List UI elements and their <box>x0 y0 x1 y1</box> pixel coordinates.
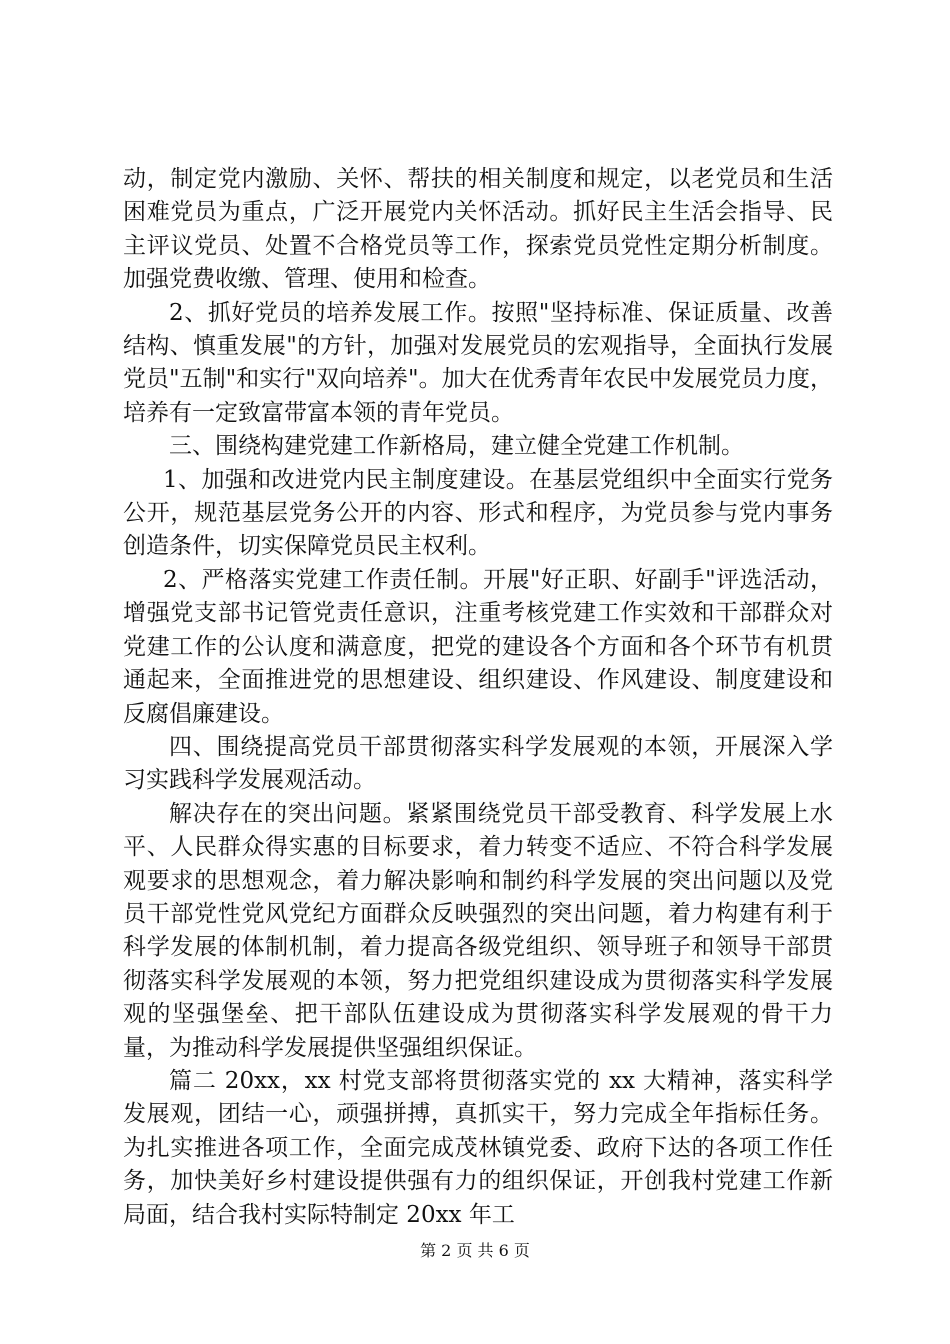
section-heading-4: 四、围绕提高党员干部贯彻落实科学发展观的本领，开展深入学习实践科学发展观活动。 <box>123 733 833 794</box>
paragraph-1: 动，制定党内激励、关怀、帮扶的相关制度和规定，以老党员和生活困难党员为重点，广泛开展党内关怀活动。抓好民主生活会指导、民主评议党员、处置不合格党员等工作，探索党员党性定期分析制度。加强党费收缴、管理、使用和检查。 <box>123 166 833 293</box>
paragraph-4-1: 解决存在的突出问题。紧紧围绕党员干部受教育、科学发展上水平、人民群众得实惠的目标要求，着力转变不适应、不符合科学发展观要求的思想观念，着力解决影响和制约科学发展的突出问题以及党员干部党性党风党纪方面群众反映强烈的突出问题，着力构建有利于科学发展的体制机制，着力提高各级党组织、领导班子和领导干部贯彻落实科学发展观的本领，努力把党组织建设成为贯彻落实科学发展观的坚强堡垒、把干部队伍建设成为贯彻落实科学发展观的骨干力量，为推动科学发展提供坚强组织保证。 <box>123 800 833 1061</box>
page-number-footer: 第 2 页 共 6 页 <box>420 1241 530 1260</box>
section-heading-3: 三、围绕构建党建工作新格局，建立健全党建工作机制。 <box>169 433 744 460</box>
paragraph-2: 2、抓好党员的培养发展工作。按照"坚持标准、保证质量、改善结构、慎重发展"的方针，加强对发展党员的宏观指导，全面执行发展党员"五制"和实行"双向培养"。加大在优秀青年农民中发展党员力度，培养有一定致富带富本领的青年党员。 <box>123 299 833 426</box>
document-body <box>123 163 833 1232</box>
paragraph-part-two: 篇二 20xx，xx 村党支部将贯彻落实党的 xx 大精神，落实科学发展观，团结一心，顽强拼搏，真抓实干，努力完成全年指标任务。为扎实推进各项工作，全面完成茂林镇党委、政府下达的各项工作任务，加快美好乡村建设提供强有力的组织保证，开创我村党建工作新局面，结合我村实际特制定 20xx 年工 <box>123 1067 833 1228</box>
paragraph-3-1: 1、加强和改进党内民主制度建设。在基层党组织中全面实行党务公开，规范基层党务公开的内容、形式和程序，为党员参与党内事务创造条件，切实保障党员民主权利。 <box>123 466 833 560</box>
paragraph-3-2: 2、严格落实党建工作责任制。开展"好正职、好副手"评选活动，增强党支部书记管党责任意识，注重考核党建工作实效和干部群众对党建工作的公认度和满意度，把党的建设各个方面和各个环节有机贯通起来，全面推进党的思想建设、组织建设、作风建设、制度建设和反腐倡廉建设。 <box>123 566 833 727</box>
